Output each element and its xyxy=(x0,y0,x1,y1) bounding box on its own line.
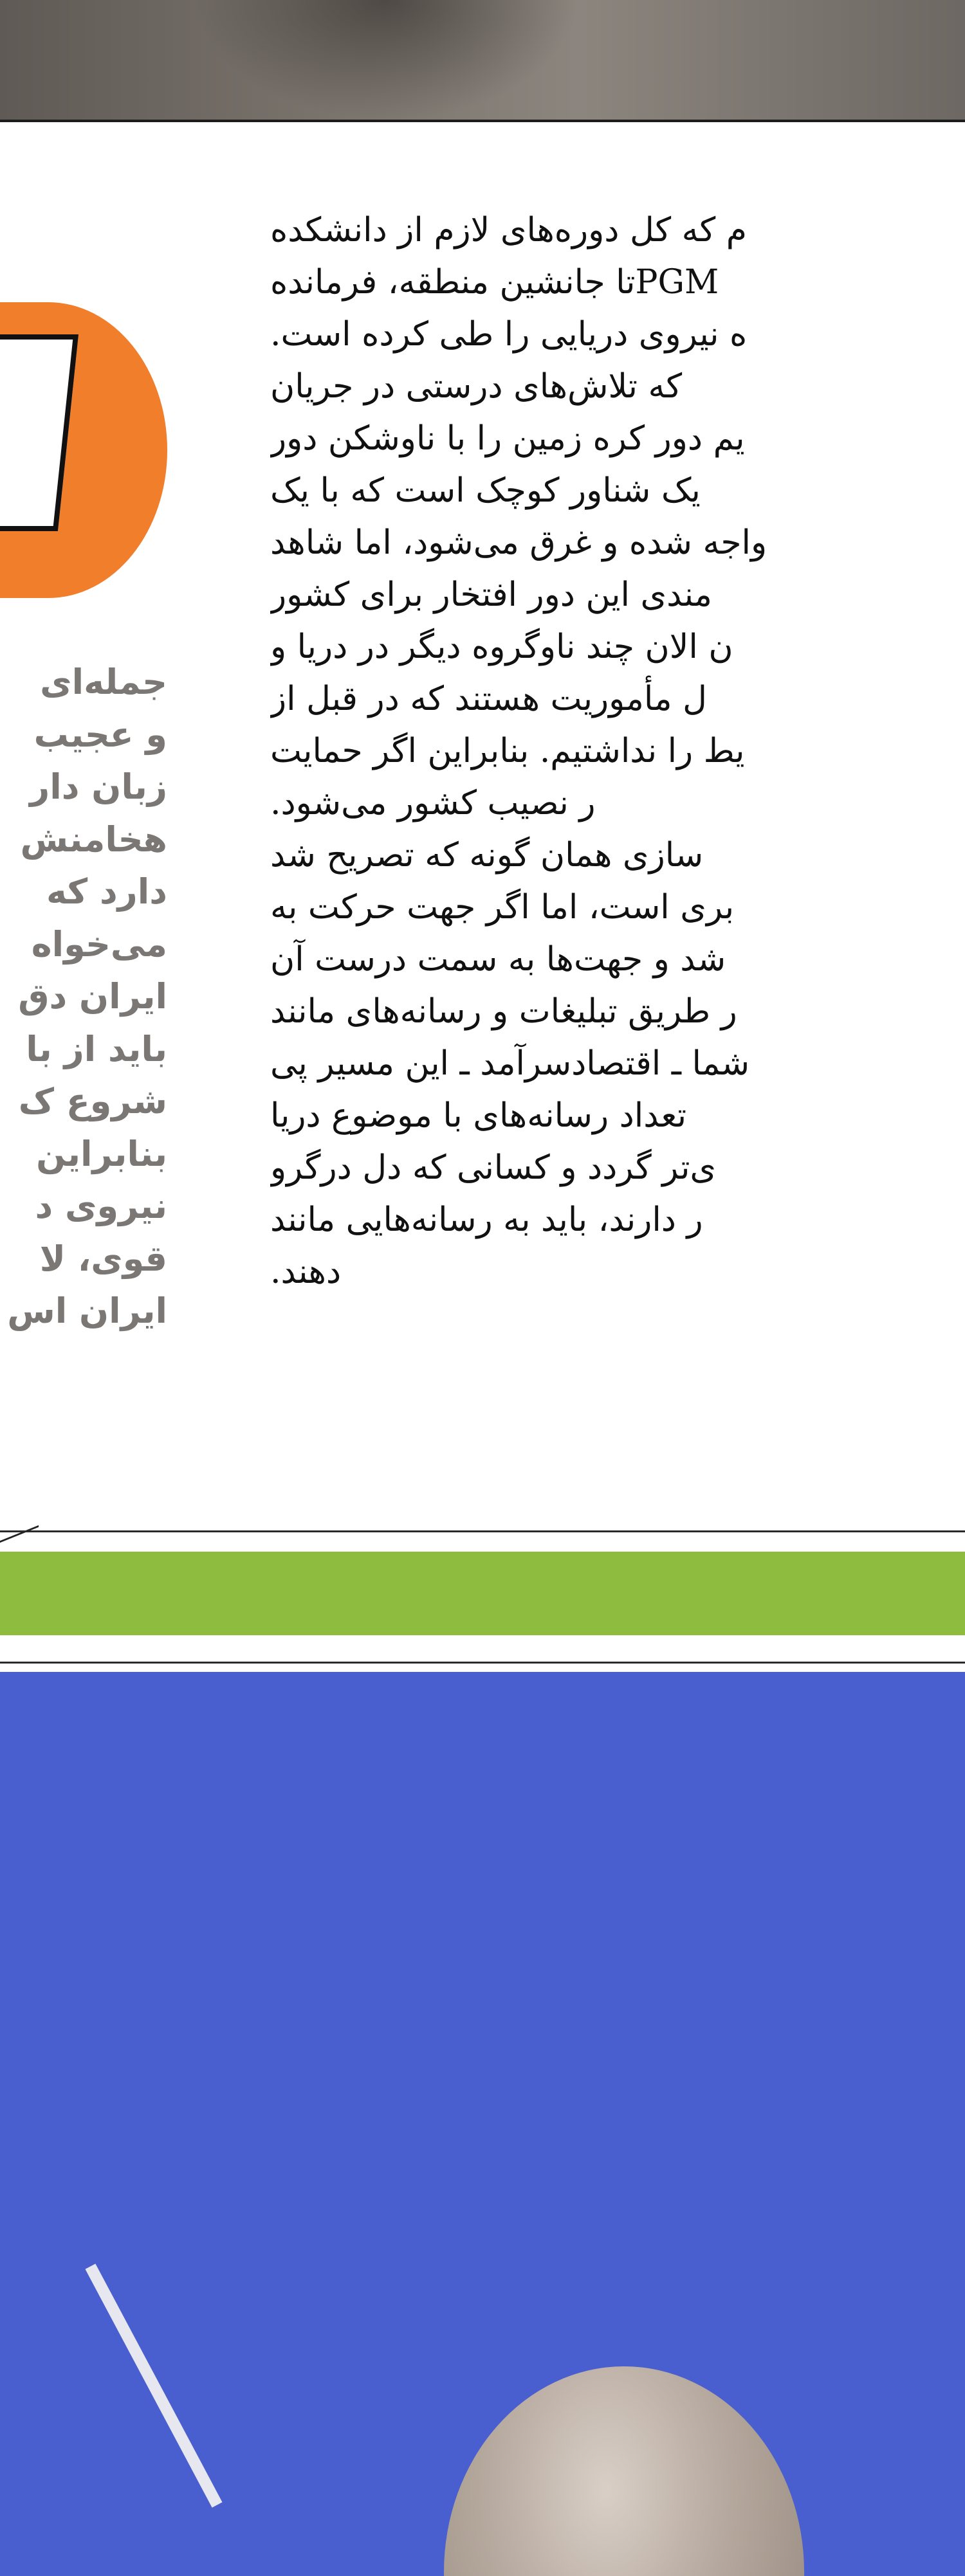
article-line: ر دارند، باید به رسانه‌هایی مانند xyxy=(270,1201,703,1239)
article-line: یک شناور کوچک است که با یک xyxy=(270,471,701,510)
bottom-photo xyxy=(0,1672,965,2576)
article-line: مندی این دور افتخار برای کشور xyxy=(270,576,713,614)
article-line: م که کل دوره‌های لازم از دانشکده xyxy=(270,211,747,249)
article-line: دهند. xyxy=(270,1253,342,1291)
article-line: ن الان چند ناوگروه دیگر در دریا و xyxy=(270,628,733,666)
article-line: شد و جهت‌ها به سمت درست آن xyxy=(270,940,726,979)
article-line: یط را نداشتیم. بنابراین اگر حمایت xyxy=(270,732,745,770)
flag-pole-shape xyxy=(85,2263,222,2507)
article-line: ل مأموریت هستند که در قبل از xyxy=(270,680,707,718)
top-photo-shadow xyxy=(193,0,579,121)
article-line: PGMتا جانشین منطقه، فرمانده xyxy=(270,263,719,302)
top-divider xyxy=(0,120,965,122)
section-divider-lower xyxy=(0,1662,965,1664)
article-line: بری است، اما اگر جهت حرکت به xyxy=(270,888,735,927)
green-band xyxy=(0,1552,965,1635)
side-line: شروع ک xyxy=(18,1081,167,1121)
article-line: که تلاش‌های درستی در جریان xyxy=(270,367,683,406)
side-line: نیروی د xyxy=(35,1186,167,1226)
article-line: ه نیروی دریایی را طی کرده است. xyxy=(270,315,748,354)
article-line: تعداد رسانه‌های با موضوع دریا xyxy=(270,1096,687,1135)
article-line: شما ـ اقتصادسرآمد ـ این مسیر پی xyxy=(270,1044,750,1083)
side-line: هخامنش xyxy=(20,819,167,860)
article-line: ر نصیب کشور می‌شود. xyxy=(270,784,596,822)
side-line: قوی، لا xyxy=(39,1238,167,1279)
article-line: سازی همان گونه که تصریح شد xyxy=(270,836,704,875)
article-line: ی‌تر گردد و کسانی که دل درگرو xyxy=(270,1148,717,1187)
side-line: ایران اس xyxy=(7,1291,167,1331)
side-column-text xyxy=(0,656,167,1698)
side-line: بنابراین xyxy=(36,1133,167,1174)
top-photo xyxy=(0,0,965,121)
article-line: واجه شده و غرق می‌شود، اما شاهد xyxy=(270,523,767,562)
side-line: جمله‌ای xyxy=(40,662,167,702)
side-line: دارد که xyxy=(46,871,167,912)
side-line: می‌خواه xyxy=(31,923,167,965)
side-line: ایران دق xyxy=(18,976,167,1017)
section-divider-upper xyxy=(0,1530,965,1532)
side-line: زبان دار xyxy=(30,766,167,807)
article-line: یم دور کره زمین را با ناوشکن دور xyxy=(270,419,745,458)
portrait-head-shape xyxy=(444,2366,804,2576)
article-line: ر طریق تبلیغات و رسانه‌های مانند xyxy=(270,992,737,1031)
side-line: و عجیب xyxy=(33,714,167,755)
side-line: باید از با xyxy=(26,1028,167,1069)
article-body xyxy=(270,204,965,1413)
